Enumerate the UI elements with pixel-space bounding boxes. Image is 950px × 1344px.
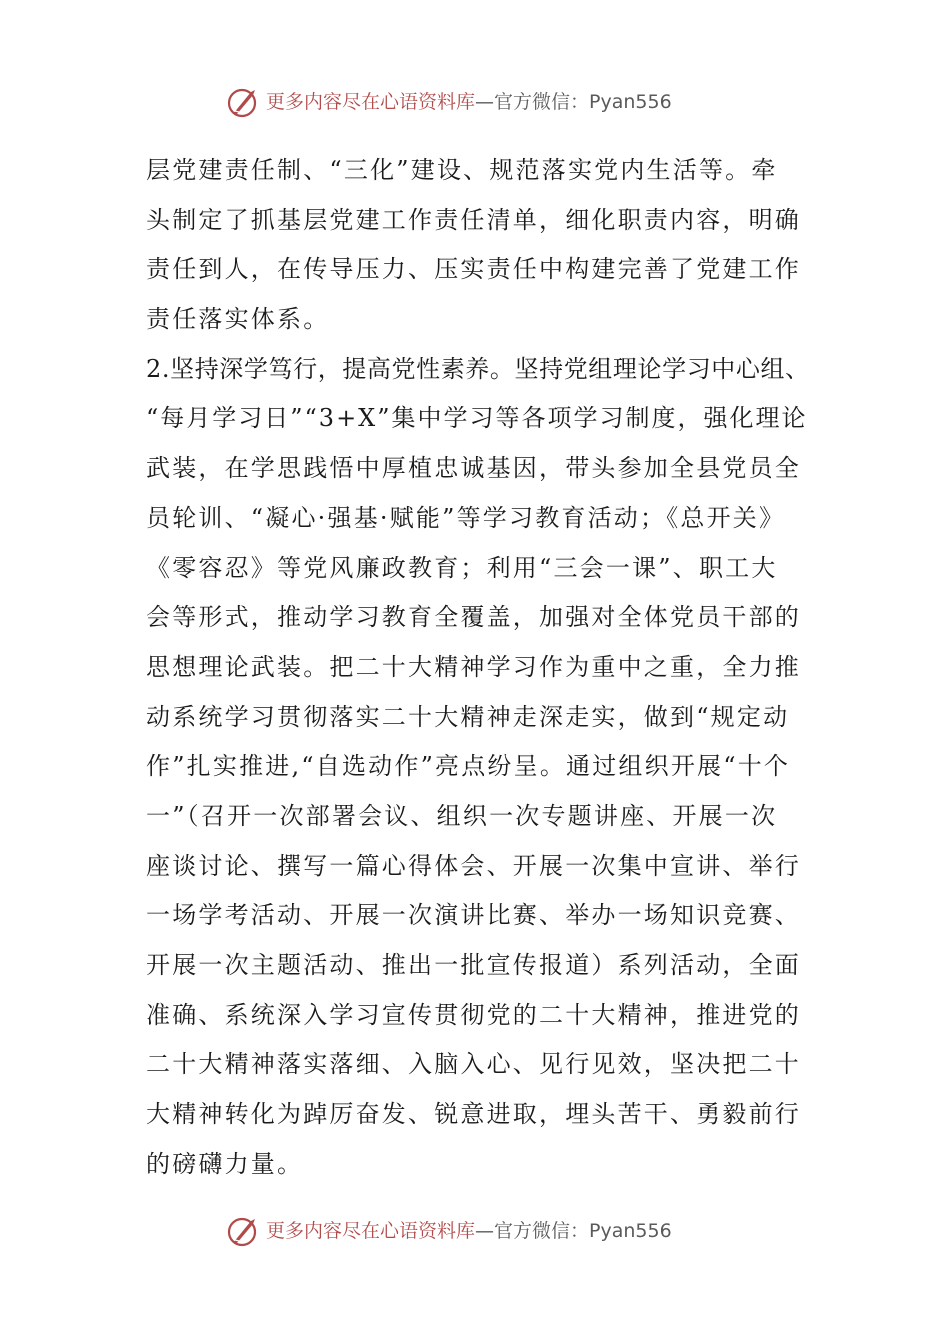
watermark-main: 更多内容尽在心语资料库 <box>266 1220 476 1242</box>
quill-logo-icon <box>225 1213 261 1249</box>
text-line: 的磅礴力量。 <box>146 1149 304 1178</box>
text-line: 动系统学习贯彻落实二十大精神走深走实，做到“规定动 <box>146 702 790 731</box>
text-line: 一场学考活动、开展一次演讲比赛、举办一场知识竞赛、 <box>146 901 801 930</box>
watermark-wechat: 官方微信：Pyan556 <box>494 1220 672 1242</box>
watermark-text <box>266 1219 672 1243</box>
text-line: 头制定了抓基层党建工作责任清单，细化职责内容，明确 <box>146 205 801 234</box>
watermark-separator: — <box>475 91 495 113</box>
document-body <box>146 146 810 1189</box>
watermark-wechat: 官方微信：Pyan556 <box>494 91 672 113</box>
text-line: 员轮训、“凝心·强基·赋能”等学习教育活动；《总开关》 <box>146 503 786 532</box>
text-line: 会等形式，推动学习教育全覆盖，加强对全体党员干部的 <box>146 603 801 632</box>
footer-watermark <box>0 1211 950 1251</box>
text-line: “每月学习日”“3+X”集中学习等各项学习制度，强化理论 <box>146 404 808 433</box>
text-line: 层党建责任制、“三化”建设、规范落实党内生活等。牵 <box>146 156 778 184</box>
text-line: 思想理论武装。把二十大精神学习作为重中之重，全力推 <box>146 652 801 681</box>
text-line: 大精神转化为踔厉奋发、锐意进取，埋头苦干、勇毅前行 <box>146 1100 801 1129</box>
text-line: 二十大精神落实落细、入脑入心、见行见效，坚决把二十 <box>146 1050 801 1079</box>
text-line: 座谈讨论、撰写一篇心得体会、开展一次集中宣讲、举行 <box>146 851 801 880</box>
text-line: 开展一次主题活动、推出一批宣传报道）系列活动，全面 <box>146 951 801 979</box>
text-line: 一”（召开一次部署会议、组织一次专题讲座、开展一次 <box>146 801 778 830</box>
watermark-separator: — <box>475 1220 495 1242</box>
text-line: 作”扎实推进,“自选动作”亮点纷呈。通过组织开展“十个 <box>146 752 791 781</box>
text-line: 责任到人，在传导压力、压实责任中构建完善了党建工作 <box>146 255 801 284</box>
watermark-text <box>266 90 672 114</box>
quill-logo-icon <box>225 84 261 120</box>
text-line: 准确、系统深入学习宣传贯彻党的二十大精神，推进党的 <box>146 1000 801 1029</box>
text-line: 武装，在学思践悟中厚植忠诚基因，带头参加全县党员全 <box>146 454 801 483</box>
header-watermark <box>0 82 950 122</box>
section-heading-line: 2.坚持深学笃行，提高党性素养。坚持党组理论学习中心组、 <box>146 354 810 383</box>
text-line: 《零容忍》等党风廉政教育；利用“三会一课”、职工大 <box>146 553 778 582</box>
text-line: 责任落实体系。 <box>146 305 330 334</box>
watermark-main: 更多内容尽在心语资料库 <box>266 91 476 113</box>
